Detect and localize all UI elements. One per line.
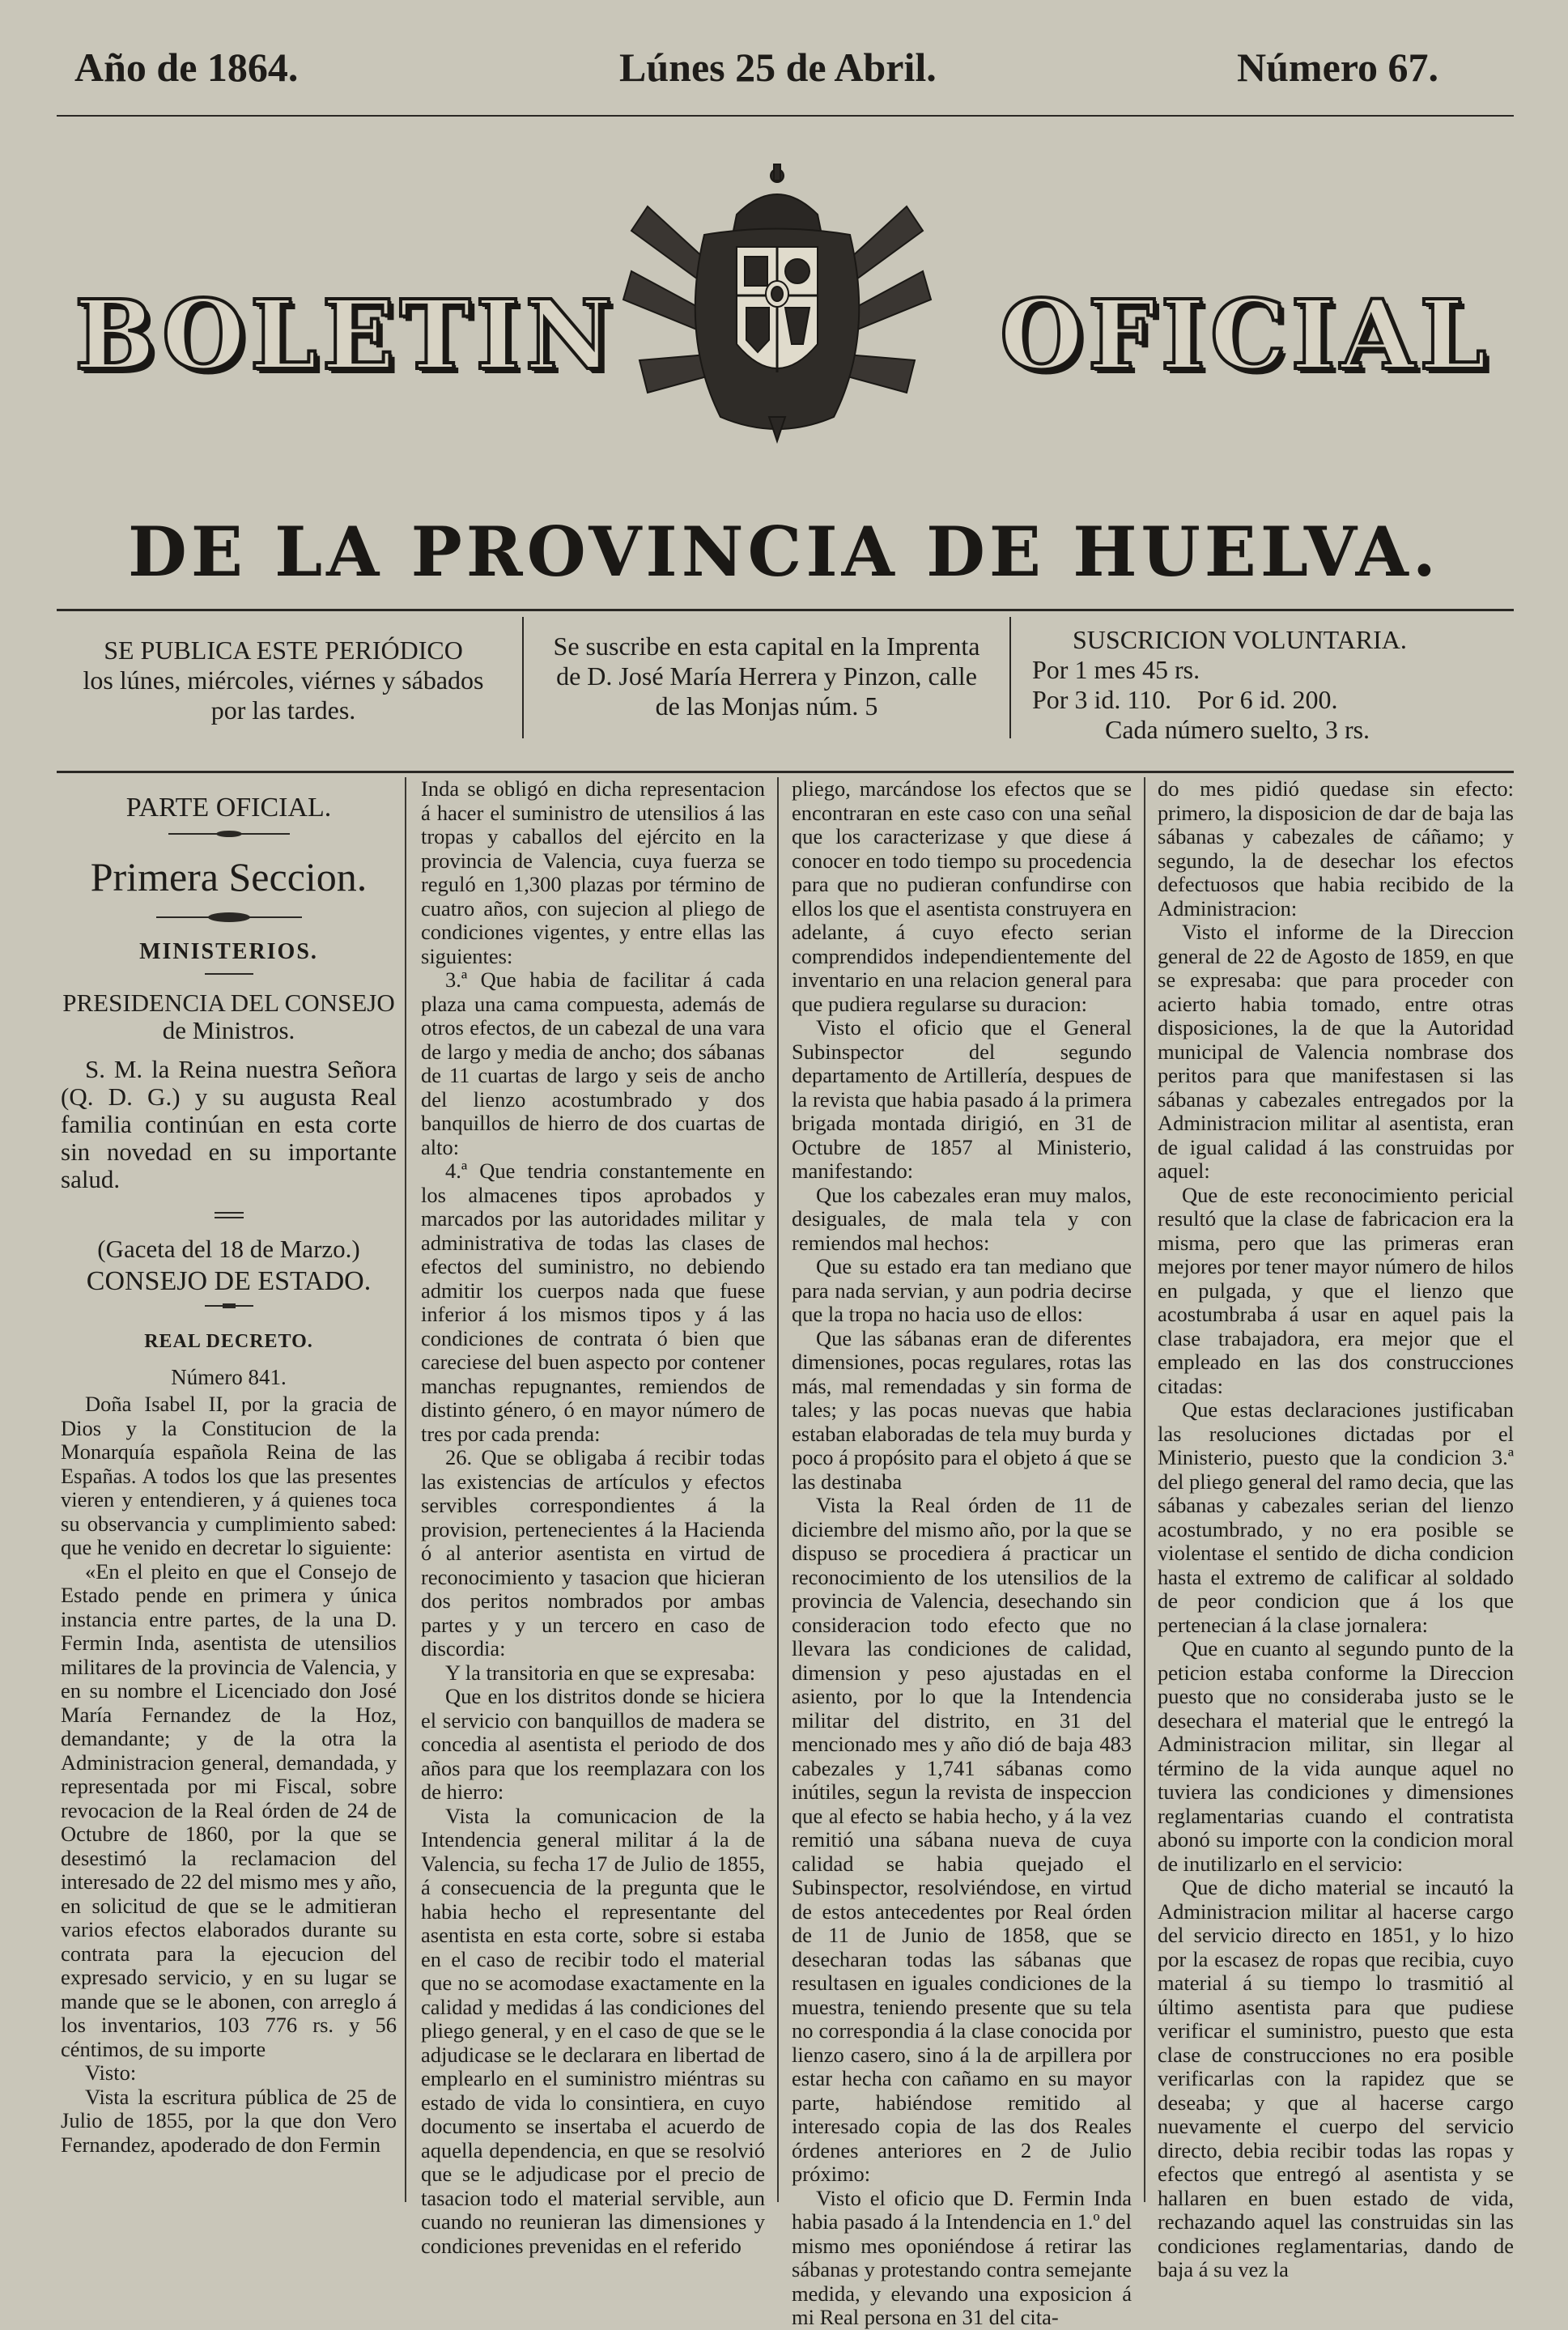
heading-presidencia-line1: PRESIDENCIA DEL CONSEJO <box>62 989 395 1017</box>
decree-paragraph: Que los cabezales eran muy malos, desiguales, de mala tela y con remiendos mal hechos: <box>792 1182 1132 1255</box>
price-three-six-months: Por 3 id. 110. Por 6 id. 200. <box>1032 685 1338 714</box>
column-1 <box>61 789 397 2198</box>
decree-paragraph: Vista la comunicacion de la Intendencia general militar á la de Valencia, su fecha 17 de Julio de 1855, á consecuencia de la pregunta que le habia hecho el representante del asentista en esta corte, sobre si estaba en el caso de recibir todo el material que no se acomodase exactamente en la calidad y medidas á las condiciones del pliego general, y en el caso de que se le adjudicase se le declarara en libertad de emplearlo en el suministro miéntras su estado de vida lo consintiera, en cuyo documento se insertaba el acuerdo de aquella dependencia, en que se resolvió que se le adjudicase por el precio de tasacion todo el material servible, aun cuando no reunieran las dimensiones y condiciones prevenidas en el referido <box>421 1803 765 2258</box>
subscription-place <box>528 631 1005 721</box>
header-rule <box>57 115 1514 117</box>
ornament-divider <box>156 912 302 922</box>
subscribe-line: de las Monjas núm. 5 <box>655 691 878 721</box>
gaceta-source: (Gaceta del 18 de Marzo.) <box>97 1235 360 1263</box>
decree-paragraph: Que en cuanto al segundo punto de la peticion estaba conforme la Direccion puesto que no consideraba justo se le desechara el material que le entregó la Administracion militar, sin llegar al término de la vida aunque aquel no tuviera las condiciones y dimensiones reglamentarias cuando el contratista abonó su importe con la condicion moral de inutilizarlo en el servicio: <box>1158 1636 1514 1876</box>
column-separator <box>777 777 779 2202</box>
schedule-line: por las tardes. <box>210 695 356 725</box>
royal-coat-of-arms-emblem <box>615 158 939 449</box>
schedule-line: SE PUBLICA ESTE PERIÓDICO <box>104 636 463 665</box>
decree-paragraph: Que de dicho material se incautó la Administracion militar al hacerse cargo del servicio directo en 1851, y lo hizo por la escasez de ropas que recibia, cuyo material á su tiempo lo trasmitió al último asentista para que pudiese verificar el suministro, puesto que esta clase de construcciones no era posible verificarlas con la rapidez que se deseaba; y que al hacerse cargo nuevamente el cuerpo del servicio directo, debia recibir todas las ropas y efectos que entregó al asentista y se hallaren en buen estado de vida, rechazando aquel las construidas sin las condiciones reglamentarias, dando de baja á su vez la <box>1158 1875 1514 2281</box>
double-rule-divider <box>215 1211 244 1219</box>
royal-health-notice: S. M. la Reina nuestra Señora (Q. D. G.) y su augusta Real familia continúan en esta corte sin novedad en su importante salud. <box>61 1055 397 1193</box>
heading-real-decreto: REAL DECRETO. <box>144 1331 313 1352</box>
masthead-province: DE LA PROVINCIA DE HUELVA. <box>128 512 1440 592</box>
issue-date: Lúnes 25 de Abril. <box>619 45 937 90</box>
info-divider <box>1009 617 1011 738</box>
subscribe-line: Se suscribe en esta capital en la Imprenta <box>553 631 980 661</box>
issue-year: Año de 1864. <box>74 45 299 90</box>
info-rule <box>57 771 1514 773</box>
masthead-title-right: OFICIAL <box>1000 278 1492 391</box>
decree-paragraph: Doña Isabel II, por la gracia de Dios y la Constitucion de la Monarquía española Reina de las Españas. A todos los que las presentes vieren y entendieren, y á quienes toca su observancia y cumplimiento sabed: que he venido en decretar lo siguiente: <box>61 1392 397 1559</box>
section-heading-parte-oficial: PARTE OFICIAL. <box>125 793 332 823</box>
subscription-title: SUSCRICION VOLUNTARIA. <box>1073 625 1407 654</box>
schedule-line: los lúnes, miércoles, viérnes y sábados <box>83 665 484 695</box>
ornament-divider <box>205 1303 253 1309</box>
heading-presidencia-line2: de Ministros. <box>162 1016 295 1044</box>
masthead-rule <box>57 609 1514 611</box>
ornament-divider <box>205 972 253 976</box>
decree-number: Número 841. <box>171 1364 287 1389</box>
decree-paragraph: Que estas declaraciones justificaban las resoluciones dictadas por el Ministerio, puesto que la condicion 3.ª del pliego general del ramo decia, que las sábanas y cabezales serian del lienzo acostumbrado, y no era posible se violentase el sentido de dicha condicion hasta el extremo de calificar al soldado de peor condicion que á los que pertenecian á la clase jornalera: <box>1158 1397 1515 1637</box>
heading-ministerios: MINISTERIOS. <box>139 938 318 964</box>
decree-paragraph: 26. Que se obligaba á recibir todas las existencias de artículos y efectos servibles correspondientes á la provision, pertenecientes á la Hacienda ó al anterior asentista en virtud de reconocimiento y tasacion que hicieran dos peritos nombrados por ambas partes y y un tercero en caso de discordia: <box>421 1445 765 1660</box>
decree-paragraph: Que de este reconocimiento pericial resultó que la clase de fabricacion era la misma, pero que las primeras eran mejores por tener mayor número de hilos en pulgada, y que el lienzo que acostumbraba á usar en aquel pais la clase trabajadora, era mejor que el empleado en las dos construcciones citadas: <box>1158 1182 1514 1398</box>
price-one-month: Por 1 mes 45 rs. <box>1032 655 1200 684</box>
decree-paragraph: Vista la Real órden de 11 de diciembre del mismo año, por la que se dispuso se procediera á practicar un reconocimiento de los utensilios de la provincia de Valencia, desechando sin consideracion todo efecto que no llevara las condiciones de calidad, dimension y peso ajustadas en el asiento, por lo que la Intendencia militar del distrito, en 31 del mencionado mes y año dió de baja 483 cabezales y 1,741 sábanas como inútiles, segun la revista de inspeccion que al efecto se habia hecho, y á la vez remitió una sábana nueva de cuya calidad se habia quejado el Subinspector, resolviéndose, en virtud de estos antecedentes por Real órden de 11 de Junio de 1858, que se desecharan todas las sábanas que resultasen en iguales condiciones de la muestra, teniendo presente que su tela no correspondia á la clase conocida por lienzo casero, sino á la de arpillera por estar hecha con cañamo en su mayor parte, habiéndose remitido al interesado copia de las dos Reales órdenes anteriores en 2 de Julio próximo: <box>792 1493 1132 2186</box>
decree-paragraph: Que las sábanas eran de diferentes dimensiones, pocas regulares, rotas las más, mal remendadas y sin forma de tales; y las pocas nuevas que habia estaban elaboradas de tela muy burda y poco á propósito para el objeto á que se las destinaba <box>792 1325 1132 1494</box>
decree-paragraph: 3.ª Que habia de facilitar á cada plaza una cama compuesta, además de otros efectos, de un cabezal de una vara de largo y media de ancho; dos sábanas de 11 cuartas de largo y seis de ancho del lienzo acostumbrado y dos banquillos de hierro de dos cuartas de alto: <box>421 967 765 1159</box>
heading-consejo-de-estado: CONSEJO DE ESTADO. <box>86 1265 372 1296</box>
section-heading-primera-seccion: Primera Seccion. <box>90 853 368 899</box>
decree-paragraph: Que su estado era tan mediano que para nada servian, y aun podria decirse que la tropa no hacia uso de ellos: <box>792 1254 1132 1326</box>
publication-schedule <box>57 636 510 725</box>
decree-paragraph: Inda se obligó en dicha representacion á hacer el suministro de utensilios á las tropas y caballos del ejército en la provincia de Valencia, cuya fuerza se reguló en 1,300 plazas por término de cuatro años, con sujecion al pliego de condiciones vigentes, y entre ellas las siguientes: <box>421 776 765 968</box>
decree-paragraph: Y la transitoria en que se expresaba: <box>445 1660 756 1685</box>
info-divider <box>522 617 524 738</box>
decree-paragraph: 4.ª Que tendria constantemente en los almacenes tipos aprobados y marcados por las autoridades militar y administrativa de todas las clases de efectos del suministro, no debiendo admitir los cuerpos nada que fuese inferior á los mismos tipos y á las condiciones de contrata ó bien que careciese del buen aspecto por contener manchas repugnantes, remiendos de distinto género, ó en mayor número de tres por cada prenda: <box>421 1159 765 1446</box>
decree-paragraph: Visto el oficio que el General Subinspector del segundo departamento de Artillería, despues de la revista que habia pasado á la primera brigada montada dirigió, en 31 de Octubre de 1857 al Ministerio, manifestando: <box>792 1015 1132 1183</box>
ornament-divider <box>168 830 290 838</box>
column-separator <box>405 777 406 2202</box>
subscribe-line: de D. José María Herrera y Pinzon, calle <box>556 661 977 691</box>
decree-paragraph: Vista la escritura pública de 25 de Julio de 1855, por la que don Vero Fernandez, apoderado de don Fermin <box>61 2084 397 2157</box>
decree-paragraph: Que en los distritos donde se hiciera el servicio con banquillos de madera se concedia al asentista el periodo de dos años para que los reemplazara con los de hierro: <box>421 1684 765 1804</box>
decree-paragraph: «En el pleito en que el Consejo de Estado pende en primera y única instancia entre partes, de la una D. Fermin Inda, asentista de utensilios militares de la provincia de Valencia, y en su nombre el Licenciado don José María Fernandez de la Hoz, demandante; y de la otra la Administracion general, demandada, y representada por mi Fiscal, sobre revocacion de la Real órden de 24 de Octubre de 1860, por la que se desestimó la reclamacion del interesado de 22 del mismo mes y año, en solicitud de que se le admitieran varios efectos elaborados durante su contrata para la ejecucion del expresado servicio, y en su lugar se mande que se le abonen, con arreglo á los inventarios, 103 776 rs. y 56 céntimos, de su importe <box>61 1558 397 2061</box>
decree-paragraph: Visto el informe de la Direccion general de 22 de Agosto de 1859, en que se expresaba: que para proceder con acierto habia tomado, entre otras disposiciones, la de que la Autoridad municipal de Valencia nombrase dos peritos para que manifestasen si las sábanas y cabezales entregados por la Administracion militar al asentista, eran de igual calidad á las construidas por aquel: <box>1158 920 1514 1183</box>
decree-paragraph: do mes pidió quedase sin efecto: primero, la disposicion de dar de baja las sábanas y cabezales de cáñamo; y segundo, la de desechar los efectos defectuosos que habia recibido de la Administracion: <box>1158 776 1514 921</box>
subscription-prices <box>1032 625 1534 745</box>
heading-presidencia <box>61 989 397 1044</box>
column-3 <box>792 776 1132 2329</box>
decree-paragraph: Visto el oficio que D. Fermin Inda habia pasado á la Intendencia en 1.º del mismo mes oponiéndose á retirar las sábanas y protestando contra semejante medida, y elevando una exposicion á mi Real persona en 31 del cita- <box>792 2185 1132 2329</box>
decree-paragraph: Visto: <box>85 2060 137 2085</box>
single-issue-price: Cada número suelto, 3 rs. <box>1105 715 1370 744</box>
issue-number: Número 67. <box>1237 45 1439 90</box>
column-separator <box>1144 777 1145 2202</box>
decree-paragraph: pliego, marcándose los efectos que se encontraran en este caso con una señal que los caracterizase y que diese á conocer en todo tiempo su procedencia para que no pudieran confundirse con ellos los que el asentista construyera en adelante, á cuyo efecto serian comprendidos independientemente del inventario en una relacion general para que pudiera regularse su duracion: <box>792 776 1132 1016</box>
column-2 <box>421 776 765 2258</box>
masthead-title-left: BOLETIN <box>74 278 618 391</box>
column-4 <box>1158 776 1515 2281</box>
